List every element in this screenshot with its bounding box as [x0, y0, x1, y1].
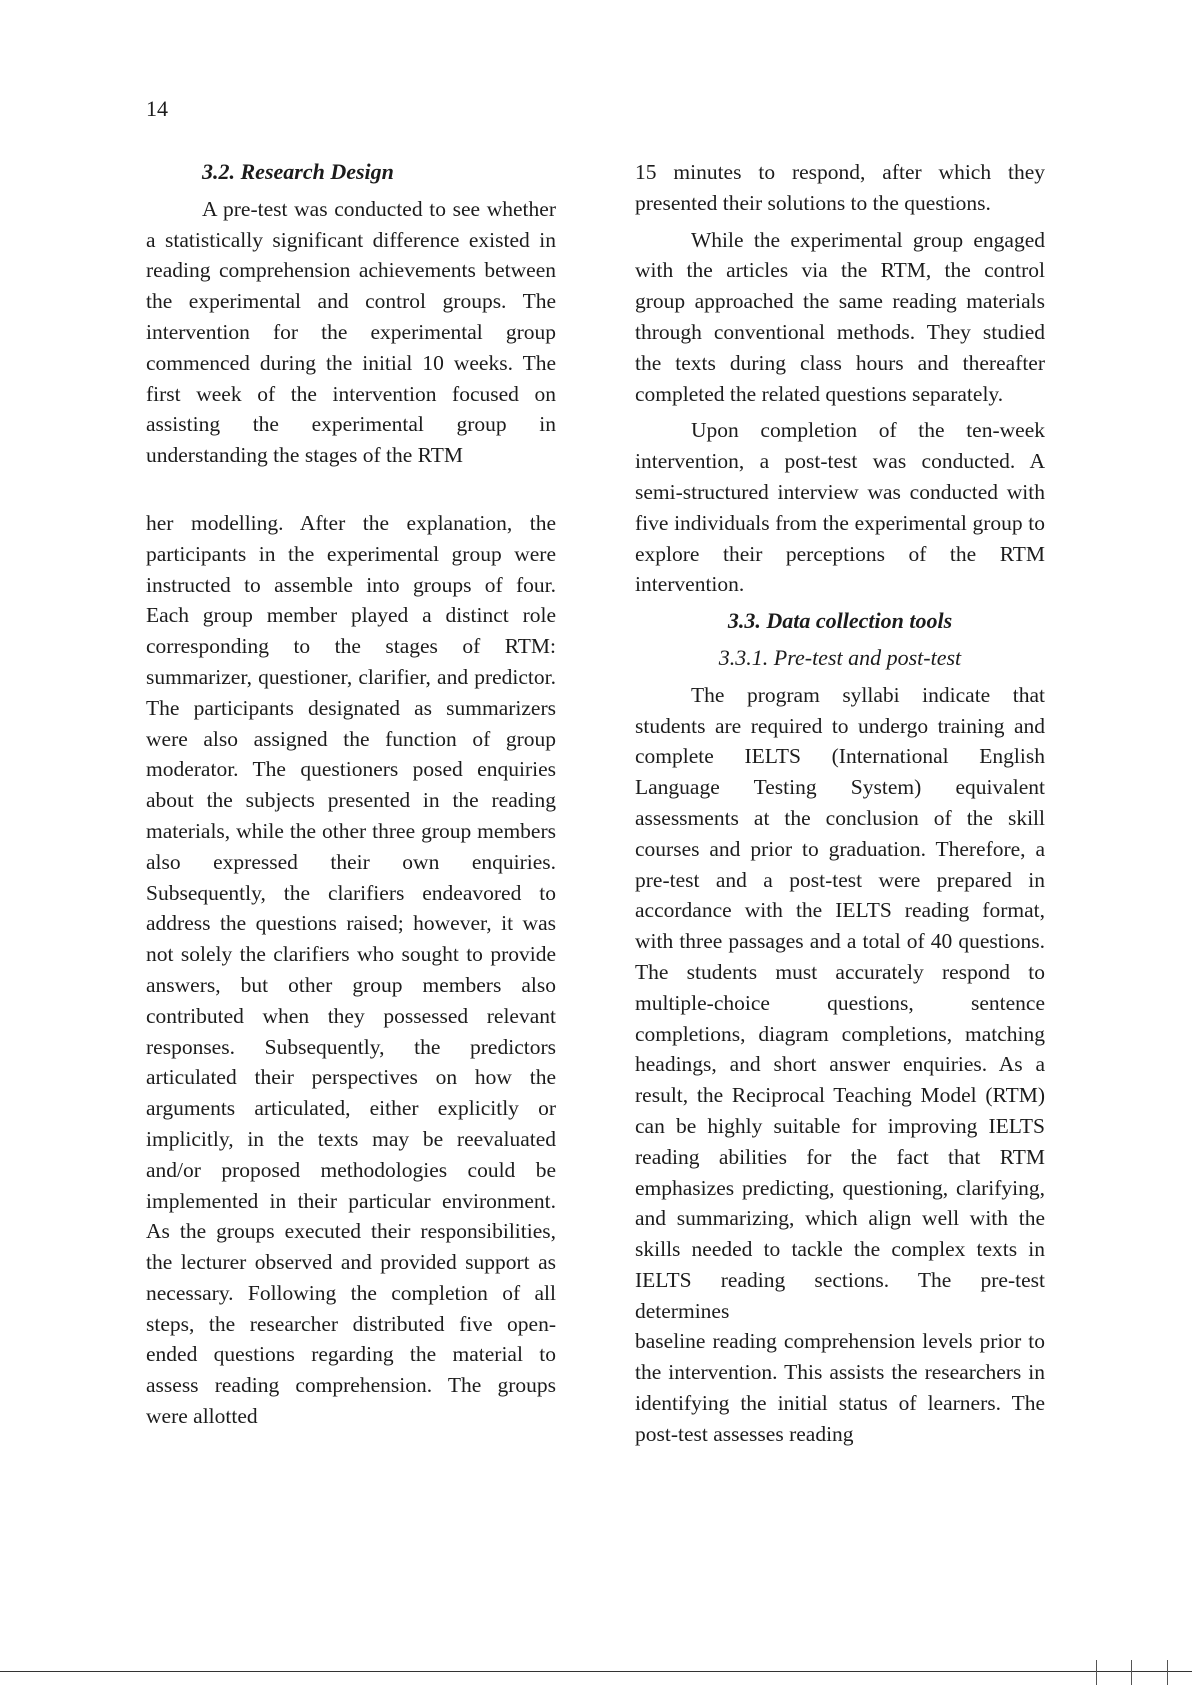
body-paragraph: 15 minutes to respond, after which they presented their solutions to the questions.: [635, 160, 1045, 215]
body-paragraph: A pre-test was conducted to see whether a statistically significant difference existed in reading comprehension achievements between the experimental and control groups. The intervention for the experimental group commenced during the initial 10 weeks. The first week of the intervention focused on assisting the experimental group in understanding the stages of the RTM: [146, 196, 556, 468]
body-paragraph: While the experimental group engaged with the articles via the RTM, the control group approached the same reading materials through conventional methods. They studied the texts during class hours and thereafter completed the related questions separately.: [635, 227, 1045, 406]
text-gap: [146, 477, 556, 508]
body-paragraph: baseline reading comprehension levels prior to the intervention. This assists the researchers in identifying the initial status of learners. The post-test assesses reading: [635, 1329, 1045, 1446]
right-column: [635, 157, 1045, 1456]
body-paragraph: her modelling. After the explanation, the participants in the experimental group were instructed to assemble into groups of four. Each group member played a distinct role corresponding to the stages of RTM: summarizer, questioner, clarifier, and predictor. The participants designated as summarizers were also assigned the function of group moderator. The questioners posed enquiries about the subjects presented in the reading materials, while the other three group members also expressed their own enquiries. Subsequently, the clarifiers endeavored to address the questions raised; however, it was not solely the clarifiers who sought to provide answers, but other group members also contributed when they possessed relevant responses. Subsequently, the predictors articulated their perspectives on how the arguments articulated, either explicitly or implicitly, in the texts may be reevaluated and/or proposed methodologies could be implemented in their particular environment. As the groups executed their responsibilities, the lecturer observed and provided support as necessary. Following the completion of all steps, the researcher distributed five open-ended questions regarding the material to assess reading comprehension. The groups were allotted: [146, 510, 556, 1429]
section-heading-data-collection-tools: 3.3. Data collection tools: [727, 608, 953, 634]
subsection-heading-pre-test-post-test: 3.3.1. Pre-test and post-test: [718, 644, 962, 670]
left-column: [146, 157, 556, 1438]
page-number: 14: [146, 96, 168, 121]
bottom-rule: [0, 1671, 1192, 1672]
section-heading-research-design: 3.2. Research Design: [202, 159, 394, 184]
crop-mark: [1096, 1660, 1168, 1685]
body-paragraph: Upon completion of the ten-week intervention, a post-test was conducted. A semi-structured interview was conducted with five individuals from the experimental group to explore their perceptions of the RTM intervention.: [635, 418, 1045, 597]
body-paragraph: The program syllabi indicate that students are required to undergo training and complete IELTS (International English Language Testing System) equivalent assessments at the conclusion of the skill courses and prior to graduation. Therefore, a pre-test and a post-test were prepared in accordance with the IELTS reading format, with three passages and a total of 40 questions. The students must accurately respond to multiple-choice questions, sentence completions, diagram completions, matching headings, and short answer enquiries. As a result, the Reciprocal Teaching Model (RTM) can be highly suitable for improving IELTS reading abilities for the fact that RTM emphasizes predicting, questioning, clarifying, and summarizing, which align well with the skills needed to tackle the complex texts in IELTS reading sections. The pre-test determines: [635, 682, 1045, 1323]
